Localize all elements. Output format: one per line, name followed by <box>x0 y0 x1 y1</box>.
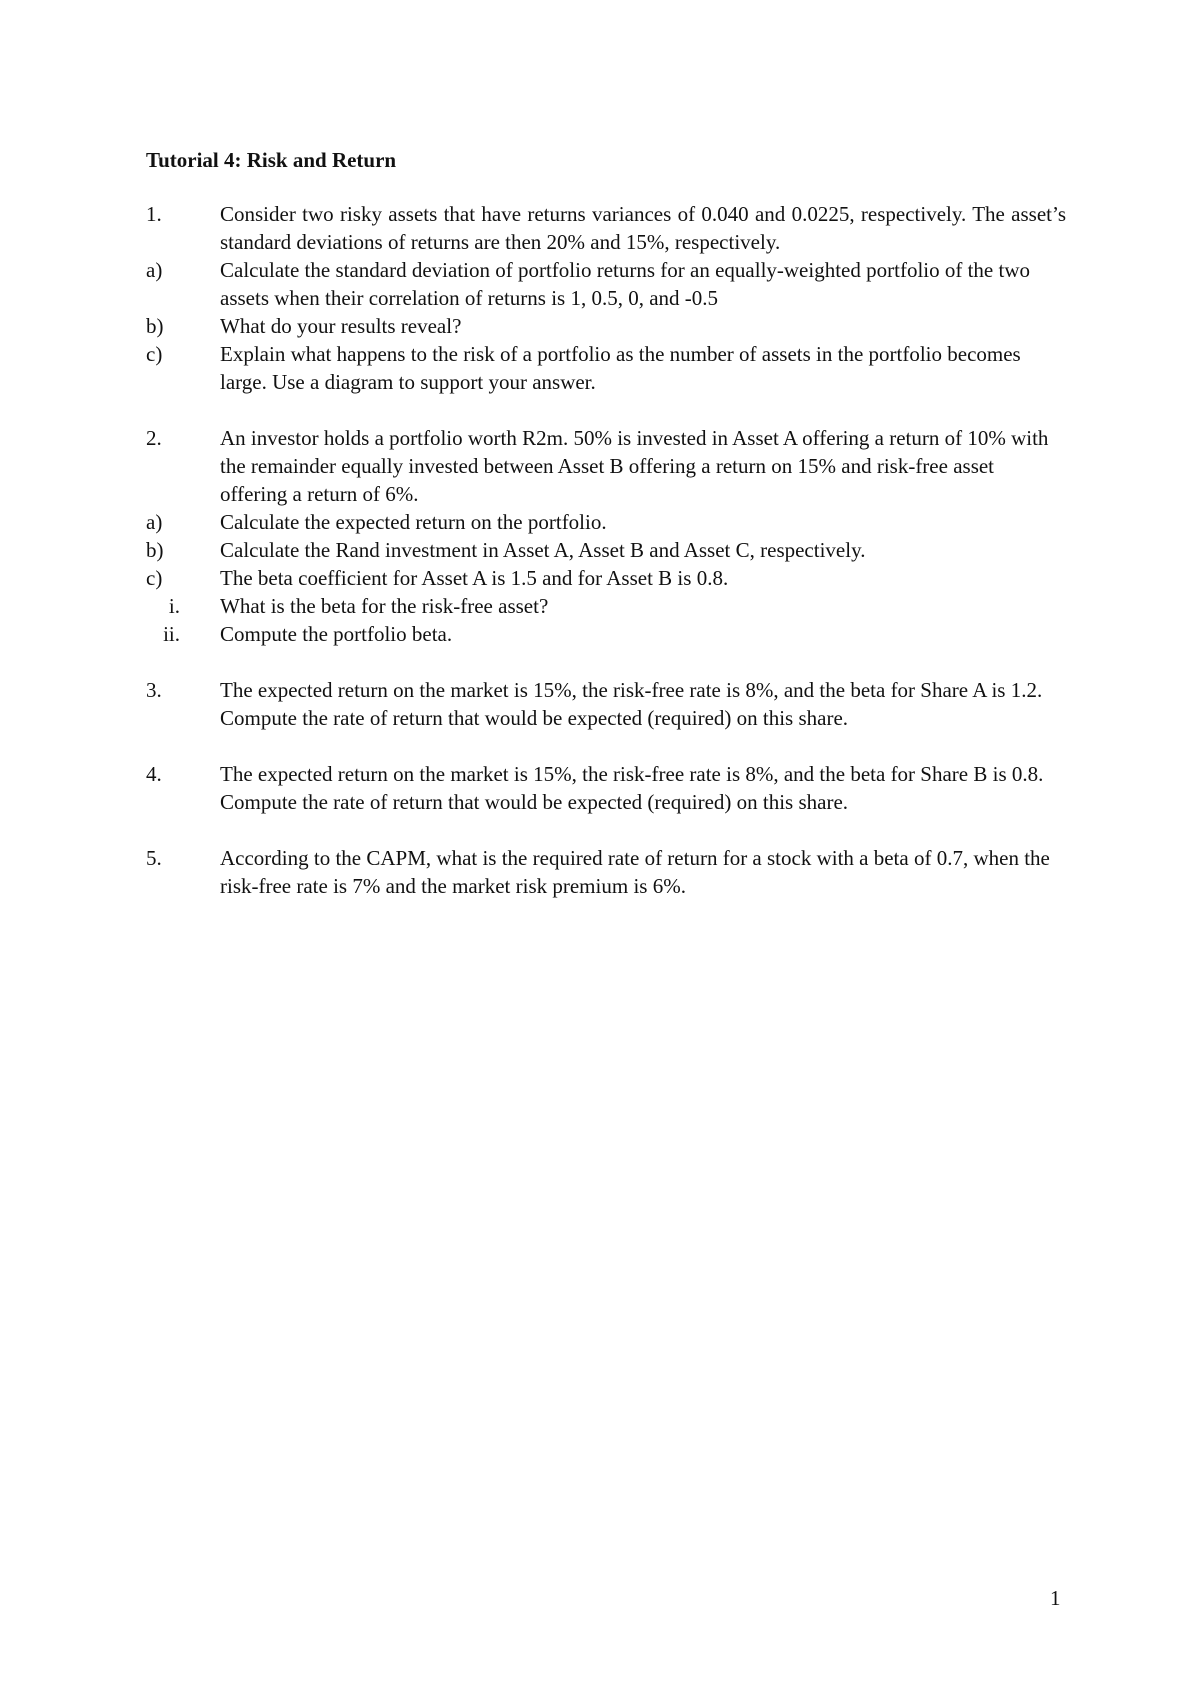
question-1 <box>146 200 1066 256</box>
question-number: 4. <box>146 762 162 786</box>
question-1-part-b <box>146 312 1066 340</box>
question-text: The expected return on the market is 15%, the risk-free rate is 8%, and the beta for Share B is 0.8. Compute the rate of return that would be expected (required) on this share. <box>220 762 1044 814</box>
question-text: Consider two risky assets that have returns variances of 0.040 and 0.0225, respectively. The asset’s standard deviations of returns are then 20% and 15%, respectively. <box>220 202 1066 254</box>
question-2-subpart-i <box>146 592 1066 620</box>
question-2-part-b <box>146 536 1066 564</box>
question-number: 1. <box>146 202 162 226</box>
part-label: a) <box>146 258 163 282</box>
question-1-part-a <box>146 256 1066 312</box>
question-2-subpart-ii <box>146 620 1066 648</box>
spacer <box>146 648 1066 676</box>
question-number: 5. <box>146 846 162 870</box>
part-text: What do your results reveal? <box>220 314 462 338</box>
part-label: a) <box>146 510 163 534</box>
question-3 <box>146 676 1066 732</box>
spacer <box>146 732 1066 760</box>
question-2-part-c <box>146 564 1066 592</box>
part-label: b) <box>146 538 164 562</box>
question-1-part-c <box>146 340 1066 396</box>
spacer <box>146 396 1066 424</box>
question-2 <box>146 424 1066 508</box>
question-2-part-a <box>146 508 1066 536</box>
part-label: c) <box>146 566 163 590</box>
question-list <box>146 200 1066 900</box>
page-number: 1 <box>1050 1586 1061 1610</box>
subpart-text: What is the beta for the risk-free asset? <box>220 594 549 618</box>
question-5 <box>146 844 1066 900</box>
spacer <box>146 816 1066 844</box>
part-text: Calculate the standard deviation of portfolio returns for an equally-weighted portfolio of the two assets when their correlation of returns is 1, 0.5, 0, and -0.5 <box>220 258 1031 310</box>
question-text: An investor holds a portfolio worth R2m. 50% is invested in Asset A offering a return of 10% with the remainder equally invested between Asset B offering a return on 15% and risk-free asset offering a return of 6%. <box>220 426 1049 506</box>
part-text: Explain what happens to the risk of a portfolio as the number of assets in the portfolio becomes large. Use a diagram to support your answer. <box>220 342 1021 394</box>
part-text: The beta coefficient for Asset A is 1.5 and for Asset B is 0.8. <box>220 566 729 590</box>
page-title: Tutorial 4: Risk and Return <box>146 148 397 172</box>
question-number: 3. <box>146 678 162 702</box>
question-4 <box>146 760 1066 816</box>
subpart-text: Compute the portfolio beta. <box>220 622 453 646</box>
question-text: According to the CAPM, what is the required rate of return for a stock with a beta of 0.7, when the risk-free rate is 7% and the market risk premium is 6%. <box>220 846 1050 898</box>
part-text: Calculate the expected return on the portfolio. <box>220 510 607 534</box>
subpart-label: i. <box>168 594 180 618</box>
part-label: b) <box>146 314 164 338</box>
question-text: The expected return on the market is 15%, the risk-free rate is 8%, and the beta for Share A is 1.2. Compute the rate of return that would be expected (required) on this share. <box>220 678 1043 730</box>
question-number: 2. <box>146 426 162 450</box>
part-label: c) <box>146 342 163 366</box>
subpart-label: ii. <box>163 622 180 646</box>
part-text: Calculate the Rand investment in Asset A, Asset B and Asset C, respectively. <box>220 538 866 562</box>
